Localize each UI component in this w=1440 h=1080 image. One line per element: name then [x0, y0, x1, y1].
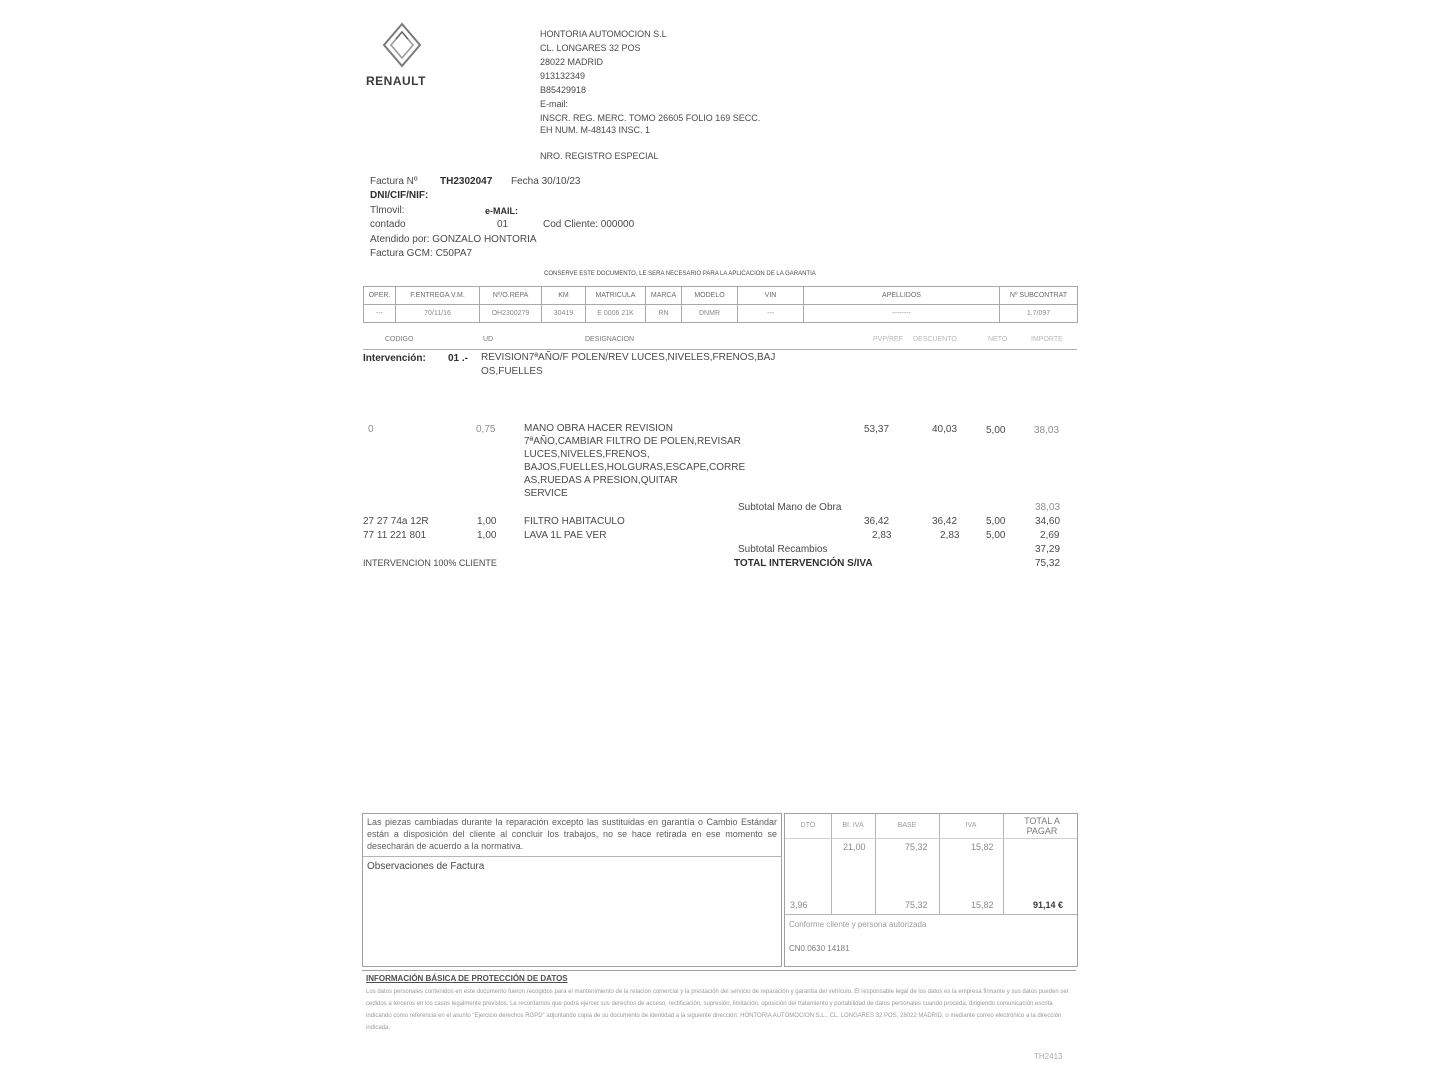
company-registry-2: EH NUM. M-48143 INSC. 1: [540, 125, 651, 135]
intervention-code: 01 .-: [448, 353, 469, 364]
vehicle-value: 70/11/16: [396, 305, 480, 323]
labor-line-3: LUCES,NIVELES,FRENOS,: [524, 449, 650, 460]
part-2-net: 2,83: [940, 530, 960, 541]
invoice-gcm: Factura GCM: C50PA7: [370, 248, 473, 259]
notes-box: [362, 813, 782, 967]
invoice-date: Fecha 30/10/23: [511, 176, 581, 187]
labor-code: 0: [368, 424, 374, 435]
col-discount: DESCUENTO: [913, 336, 957, 343]
vehicle-header: APELLIDOS: [804, 287, 1000, 305]
part-2-pvp: 2,83: [872, 530, 892, 541]
totals-bottom-divider: [785, 914, 1077, 915]
vehicle-header: MODELO: [682, 287, 738, 305]
col-pvp: PVP/REF: [873, 336, 903, 343]
company-phone: 913132349: [540, 71, 586, 81]
subtotal-labor-label: Subtotal Mano de Obra: [738, 502, 842, 513]
company-city: 28022 MADRID: [540, 57, 604, 67]
totals-vat-1: 15,82: [971, 842, 994, 852]
company-email: E-mail:: [540, 99, 569, 109]
col-designation: DESIGNACION: [585, 336, 635, 343]
vehicle-value: E 0006 21K: [586, 305, 646, 323]
vehicle-header-row: [364, 287, 1078, 305]
intervention-description-1: REVISION7ªAÑO/F POLEN/REV LUCES,NIVELES,FRENOS,BAJ: [481, 352, 776, 363]
col-net: NETO: [988, 336, 1008, 343]
brand-name: RENAULT: [366, 74, 426, 88]
totals-base-2: 75,32: [905, 900, 928, 910]
vehicle-value: OH2300279: [480, 305, 542, 323]
vehicle-value-row: [364, 305, 1078, 323]
labor-line-5: AS,RUEDAS A PRESION,QUITAR: [524, 475, 678, 486]
subtotal-parts-label: Subtotal Recambios: [738, 544, 828, 555]
labor-line-2: 7ªAÑO,CAMBIAR FILTRO DE POLEN,REVISAR: [524, 436, 741, 447]
col-amount: IMPORTE: [1031, 336, 1063, 343]
totals-header-divider: [785, 838, 1077, 839]
totals-vat-rate: 21,00: [843, 842, 866, 852]
vehicle-header: VIN: [738, 287, 804, 305]
totals-header-bi-iva: BI. IVA: [842, 822, 864, 829]
special-registry: NRO. REGISTRO ESPECIAL: [540, 151, 659, 161]
totals-discount: 3,96: [790, 900, 808, 910]
totals-divider: [831, 814, 832, 914]
totals-reference-code: CN0.0630 14181: [789, 944, 850, 953]
client-phone: Tlmovil:: [370, 205, 405, 216]
labor-net: 40,03: [932, 424, 958, 435]
vehicle-table: [363, 286, 1078, 323]
vehicle-value: ---: [738, 305, 804, 323]
vehicle-header: MATRICULA: [586, 287, 646, 305]
part-2-amount: 2,69: [1040, 530, 1060, 541]
renault-logo-icon: [380, 22, 424, 68]
vehicle-value: RN: [646, 305, 682, 323]
part-2-description: LAVA 1L PAE VER: [524, 530, 607, 541]
part-1-qty: 1,00: [477, 516, 497, 527]
part-1-amount: 34,60: [1035, 516, 1061, 527]
parts-disposal-note: Las piezas cambiadas durante la reparación excepto las sustituidas en garantía o Cambio Estándar están a disposición del cliente al concluir los trabajos, no se hace retirada en ese momento se desecharán de acuerdo a la normativa.: [367, 817, 777, 851]
totals-vat-2: 15,82: [971, 900, 994, 910]
total-to-pay: 91,14 €: [1033, 900, 1064, 910]
labor-line-4: BAJOS,FUELLES,HOLGURAS,ESCAPE,CORRE: [524, 462, 746, 473]
page-footer-code: TH2413: [1034, 1052, 1063, 1061]
labor-discount: 5,00: [986, 425, 1006, 436]
company-cif: B85429918: [540, 85, 587, 95]
part-2-code: 77 11 221 801: [363, 530, 427, 541]
data-protection-section: [362, 970, 1076, 1055]
part-1-description: FILTRO HABITACULO: [524, 516, 625, 527]
vehicle-value: DNMR: [682, 305, 738, 323]
vehicle-value: 30419: [542, 305, 586, 323]
vehicle-header: Nº SUBCONTRAT: [1000, 287, 1078, 305]
part-2-qty: 1,00: [477, 530, 497, 541]
labor-line-6: SERVICE: [524, 488, 568, 499]
vehicle-header: Nº/O.REPA: [480, 287, 542, 305]
vehicle-value: --------: [804, 305, 1000, 323]
invoice-number: TH2302047: [440, 176, 493, 187]
client-code: Cod Cliente: 000000: [543, 219, 635, 230]
vehicle-value: 1.7/097: [1000, 305, 1078, 323]
intervention-label: Intervención:: [363, 353, 426, 364]
client-dni: DNI/CIF/NIF:: [370, 190, 429, 201]
part-1-code: 27 27 74a 12R: [363, 516, 429, 527]
intervention-client: INTERVENCION 100% CLIENTE: [363, 558, 497, 568]
subtotal-labor-value: 38,03: [1035, 502, 1061, 513]
part-2-discount: 5,00: [986, 530, 1006, 541]
totals-header-total: TOTAL A PAGAR: [1024, 816, 1060, 836]
totals-header-dto: DTO: [800, 822, 816, 829]
vehicle-header: F.ENTREGA V.M.: [396, 287, 480, 305]
total-intervention-label: TOTAL INTERVENCIÓN S/IVA: [734, 558, 873, 569]
totals-header-base: BASE: [897, 822, 917, 829]
vehicle-header: MARCA: [646, 287, 682, 305]
notes-divider: [363, 856, 781, 857]
item-columns-header: [363, 331, 1077, 350]
payment-method: contado: [370, 219, 406, 230]
part-1-pvp: 36,42: [864, 516, 890, 527]
totals-header-iva: IVA: [965, 822, 977, 829]
totals-box: [784, 813, 1078, 967]
col-code: CODIGO: [385, 336, 414, 343]
labor-pvp: 53,37: [864, 424, 890, 435]
invoice-number-label: Factura Nº: [370, 176, 418, 187]
data-protection-title: INFORMACIÓN BÁSICA DE PROTECCIÓN DE DATOS: [366, 974, 568, 983]
data-protection-text: Los datos personales contenidos en este documento fueron recogidos para el mantenimiento de la relación comercial y la prestación del servicio de reparación y garantía del vehículo. El responsable legal de los datos es la empresa firmante y sus datos pueden ser cedidos a terceros en los casos legalmente previstos. Le recordamos que podrá ejercer sus derechos de acceso, rectificación, supresión, limitación, oposición del tratamiento y portabilidad de datos personales cuando proceda, dirigiendo comunicación escrita indicando como referencia en el asunto "Ejercicio derechos RGPD" adjuntando copia de su documento de identidad a la siguiente dirección: HONTORIA AUTOMOCION S.L., CL. LONGARES 32 POS. 28022 MADRID, o mediante correo electrónico a la dirección indicada.: [366, 989, 1069, 1031]
subtotal-parts-value: 37,29: [1035, 544, 1061, 555]
company-name: HONTORIA AUTOMOCION S.L: [540, 29, 667, 39]
payment-code: 01: [497, 219, 509, 230]
totals-base-1: 75,32: [905, 842, 928, 852]
invoice-observations-label: Observaciones de Factura: [367, 861, 485, 872]
customer-signature-label: Conforme cliente y persona autorizada: [789, 920, 927, 929]
client-email-label: e-MAIL:: [485, 206, 518, 216]
part-1-discount: 5,00: [986, 516, 1006, 527]
total-intervention-value: 75,32: [1035, 558, 1061, 569]
labor-qty: 0,75: [476, 424, 496, 435]
col-units: UD: [483, 336, 494, 343]
company-street: CL. LONGARES 32 POS: [540, 43, 641, 53]
labor-line-1: MANO OBRA HACER REVISION: [524, 423, 673, 434]
attended-by: Atendido por: GONZALO HONTORIA: [370, 234, 537, 245]
intervention-description-2: OS,FUELLES: [481, 366, 543, 377]
totals-divider: [1003, 814, 1004, 914]
company-registry-1: INSCR. REG. MERC. TOMO 26605 FOLIO 169 SECC.: [540, 113, 761, 123]
vehicle-header: KM: [542, 287, 586, 305]
part-1-net: 36,42: [932, 516, 958, 527]
totals-divider: [939, 814, 940, 914]
labor-amount: 38,03: [1034, 425, 1060, 436]
vehicle-value: ---: [364, 305, 396, 323]
vehicle-header: OPER.: [364, 287, 396, 305]
keep-document-notice: CONSERVE ESTE DOCUMENTO, LE SERA NECESARIO PARA LA APLICACION DE LA GARANTIA: [544, 271, 816, 277]
totals-divider: [875, 814, 876, 914]
